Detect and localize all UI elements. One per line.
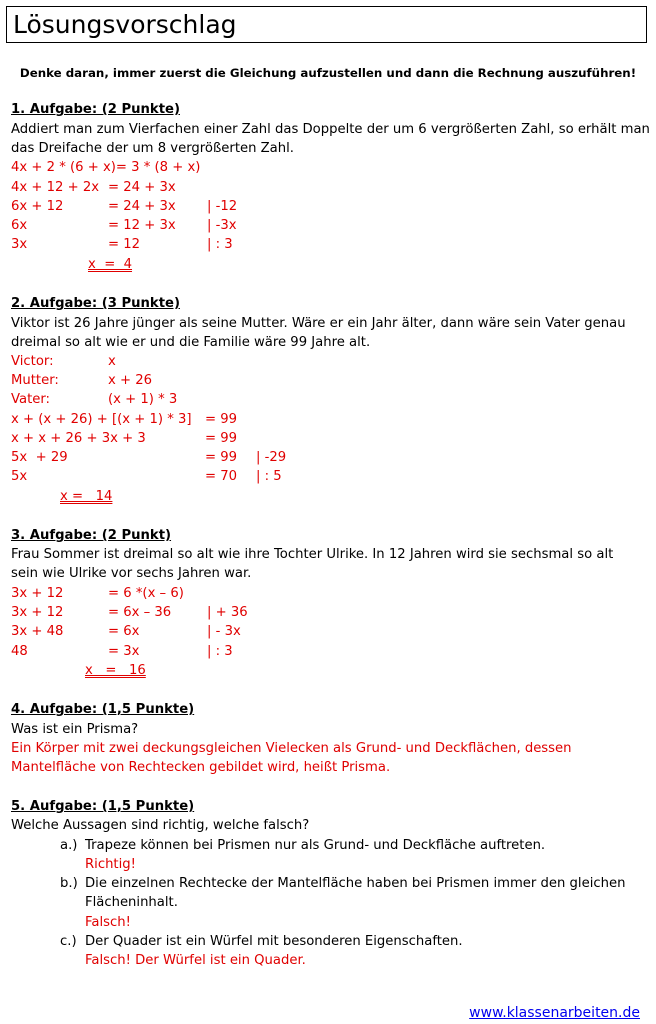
task2-row4-op: | : 5 [256,469,282,484]
task1-row4-right: = 12 [108,237,141,252]
task1-result: x = 4 [88,257,133,272]
task4-question: Was ist ein Prisma? [11,722,139,737]
task2-var1-label: Victor: [11,354,54,369]
task1-row4-op: | : 3 [207,237,233,252]
task3-text-line2: sein wie Ulrike vor sechs Jahren war. [11,566,252,581]
task1-row3-right: = 12 + 3x [108,218,176,233]
task2-result: x = 14 [60,489,113,504]
task2-row1-right: = 99 [205,412,238,427]
task5-a-answer: Richtig! [85,857,136,872]
task2-text-line2: dreimal so alt wie er und die Familie wäre 99 Jahre alt. [11,335,371,350]
task5-b-text-line1: Die einzelnen Rechtecke der Mantelfläche haben bei Prismen immer den gleichen [85,876,626,891]
task2-row4-right: = 70 [205,469,238,484]
task5-a-text: Trapeze können bei Prismen nur als Grund- und Deckfläche auftreten. [85,838,546,853]
task3-row1-left: 3x + 12 [11,586,64,601]
page-title: Lösungsvorschlag [13,10,237,39]
task1-row1-left: 4x + 12 + 2x [11,180,100,195]
task2-row3-right: = 99 [205,450,238,465]
task4-answer-line1: Ein Körper mit zwei deckungsgleichen Vielecken als Grund- und Deckflächen, dessen [11,741,572,756]
task3-row4-op: | : 3 [207,644,233,659]
task4-answer-line2: Mantelfläche von Rechtecken gebildet wird, heißt Prisma. [11,760,391,775]
task2-row2-right: = 99 [205,431,238,446]
footer-link[interactable]: www.klassenarbeiten.de [469,1005,640,1021]
task5-c-text: Der Quader ist ein Würfel mit besonderen Eigenschaften. [85,934,463,949]
task3-row4-left: 48 [11,644,28,659]
task1-row3-left: 6x [11,218,28,233]
task4-heading: 4. Aufgabe: (1,5 Punkte) [11,702,195,717]
task5-b-text-line2: Flächeninhalt. [85,895,178,910]
task2-text-line1: Viktor ist 26 Jahre jünger als seine Mutter. Wäre er ein Jahr älter, dann wäre sein Vater genau [11,316,626,331]
task3-row4-right: = 3x [108,644,140,659]
task2-var3-value: (x + 1) * 3 [108,392,178,407]
task1-row4-left: 3x [11,237,28,252]
task1-text-line1: Addiert man zum Vierfachen einer Zahl das Doppelte der um 6 vergrößerten Zahl, so erhält man [11,122,650,137]
task3-result: x = 16 [85,663,146,678]
task3-row1-right: = 6 *(x – 6) [108,586,184,601]
task3-row3-left: 3x + 48 [11,624,64,639]
task5-question: Welche Aussagen sind richtig, welche falsch? [11,818,310,833]
task3-row2-right: = 6x – 36 [108,605,172,620]
task1-row2-left: 6x + 12 [11,199,64,214]
task1-row3-op: | -3x [207,218,237,233]
task5-c-label: c.) [60,934,77,949]
title-box [6,6,647,43]
task5-heading: 5. Aufgabe: (1,5 Punkte) [11,799,195,814]
task5-b-answer: Falsch! [85,915,131,930]
task2-var2-label: Mutter: [11,373,59,388]
task1-row2-op: | -12 [207,199,238,214]
task3-row2-op: | + 36 [207,605,248,620]
task3-row3-op: | - 3x [207,624,241,639]
task1-equation: 4x + 2 * (6 + x)= 3 * (8 + x) [11,160,201,175]
task2-var2-value: x + 26 [108,373,153,388]
task2-var1-value: x [108,354,116,369]
instruction: Denke daran, immer zuerst die Gleichung aufzustellen und dann die Rechnung auszuführen! [19,66,637,80]
task2-row4-left: 5x [11,469,28,484]
task3-row2-left: 3x + 12 [11,605,64,620]
task2-row1-left: x + (x + 26) + [(x + 1) * 3] [11,412,192,427]
task2-row3-op: | -29 [256,450,287,465]
task1-row2-right: = 24 + 3x [108,199,176,214]
task3-row3-right: = 6x [108,624,140,639]
task5-b-label: b.) [60,876,78,891]
task2-row3-left: 5x + 29 [11,450,68,465]
task2-heading: 2. Aufgabe: (3 Punkte) [11,296,180,311]
task2-row2-left: x + x + 26 + 3x + 3 [11,431,146,446]
task2-var3-label: Vater: [11,392,50,407]
task5-a-label: a.) [60,838,78,853]
task1-text-line2: das Dreifache der um 8 vergrößerten Zahl. [11,141,294,156]
task1-heading: 1. Aufgabe: (2 Punkte) [11,102,180,117]
task3-text-line1: Frau Sommer ist dreimal so alt wie ihre Tochter Ulrike. In 12 Jahren wird sie sechsmal so alt [11,547,614,562]
task1-row1-right: = 24 + 3x [108,180,176,195]
task3-heading: 3. Aufgabe: (2 Punkt) [11,528,172,543]
task5-c-answer: Falsch! Der Würfel ist ein Quader. [85,953,306,968]
